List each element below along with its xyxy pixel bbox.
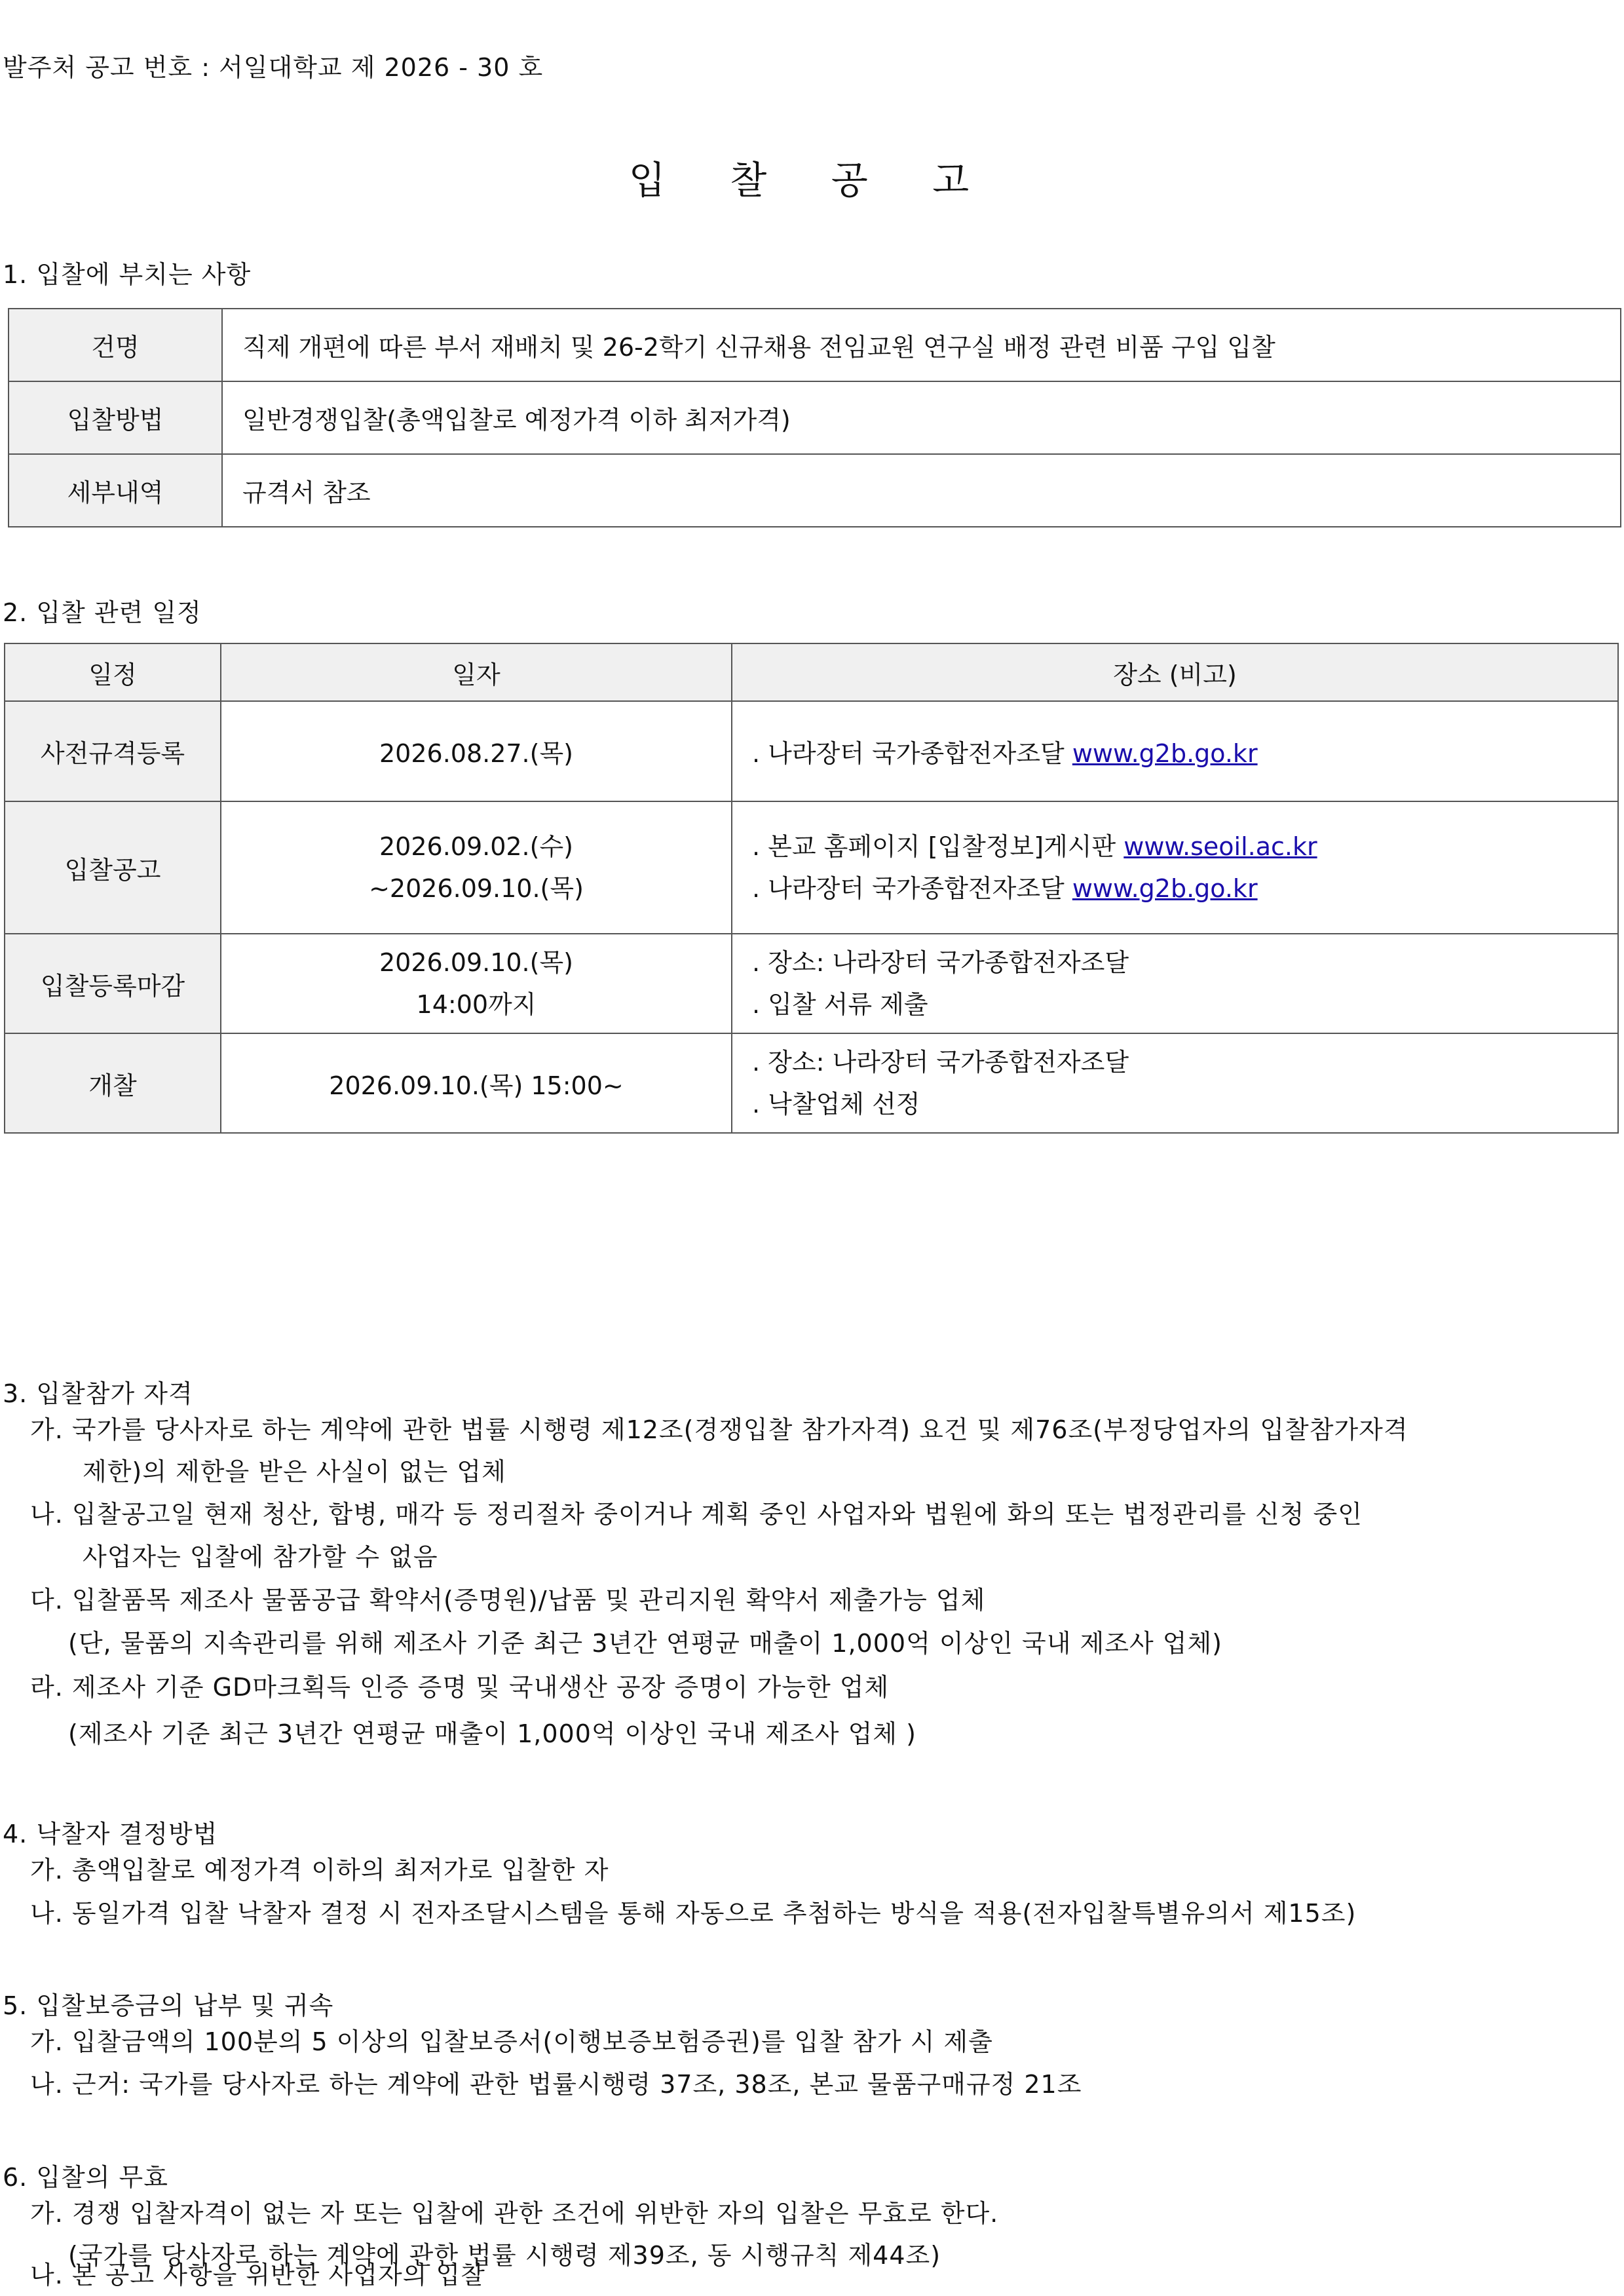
row-value-details: 규격서 참조 — [222, 454, 1621, 527]
column-header-date: 일자 — [221, 643, 732, 701]
section-2-heading: 2. 입찰 관련 일정 — [3, 598, 202, 627]
column-header-place: 장소 (비고) — [732, 643, 1618, 701]
list-item: 가. 입찰금액의 100분의 5 이상의 입찰보증서(이행보증보험증권)를 입찰 참가 시 제출 — [30, 2027, 993, 2056]
bid-subject-table — [8, 308, 1621, 527]
row-value-method: 일반경쟁입찰(총액입찰로 예정가격 이하 최저가격) — [222, 381, 1621, 454]
date-line-1: 2026.08.27.(목) — [379, 739, 573, 768]
date-line-2: 14:00까지 — [416, 990, 537, 1019]
section-1-heading: 1. 입찰에 부치는 사항 — [3, 260, 252, 289]
schedule-name: 입찰등록마감 — [5, 934, 221, 1033]
row-label-method: 입찰방법 — [9, 381, 222, 454]
table-row — [9, 309, 1621, 381]
table-header-row — [5, 643, 1618, 701]
list-item-note: (제조사 기준 최근 3년간 연평균 매출이 1,000억 이상인 국내 제조사 업체 ) — [68, 1719, 916, 1748]
list-item: 라. 제조사 기준 GD마크획득 인증 증명 및 국내생산 공장 증명이 가능한 업체 — [30, 1673, 890, 1702]
g2b-link[interactable]: www.g2b.go.kr — [1072, 739, 1258, 768]
schedule-note — [732, 701, 1618, 801]
note-line-2: . 나라장터 국가종합전자조달 — [752, 874, 1072, 903]
notice-number: 발주처 공고 번호 : 서일대학교 제 2026 - 30 호 — [3, 53, 544, 82]
list-item: 가. 총액입찰로 예정가격 이하의 최저가로 입찰한 자 — [30, 1856, 609, 1885]
schedule-date — [221, 934, 732, 1033]
list-item-continuation: 사업자는 입찰에 참가할 수 없음 — [83, 1542, 438, 1571]
column-header-schedule: 일정 — [5, 643, 221, 701]
list-item: 나. 동일가격 입찰 낙찰자 결정 시 전자조달시스템을 통해 자동으로 추첨하는 방식을 적용(전자입찰특별유의서 제15조) — [30, 1899, 1357, 1928]
date-line-1: 2026.09.02.(수) — [379, 832, 573, 861]
table-row — [5, 1033, 1618, 1133]
schedule-note — [732, 934, 1618, 1033]
section-5-heading: 5. 입찰보증금의 납부 및 귀속 — [3, 1991, 334, 2020]
note-line-1: . 장소: 나라장터 국가종합전자조달 — [752, 1048, 1129, 1077]
section-4-heading: 4. 낙찰자 결정방법 — [3, 1820, 218, 1848]
table-row — [9, 381, 1621, 454]
table-row — [5, 801, 1618, 934]
document-title: 입 찰 공 고 — [628, 158, 996, 202]
section-3-heading: 3. 입찰참가 자격 — [3, 1379, 193, 1408]
schedule-date — [221, 801, 732, 934]
schedule-date — [221, 1033, 732, 1133]
list-item-continuation: 제한)의 제한을 받은 사실이 없는 업체 — [83, 1457, 506, 1486]
g2b-link[interactable]: www.g2b.go.kr — [1072, 874, 1258, 903]
row-value-subject: 직제 개편에 따른 부서 재배치 및 26-2학기 신규채용 전임교원 연구실 배정 관련 비품 구입 입찰 — [222, 309, 1621, 381]
schedule-date — [221, 701, 732, 801]
list-item: 가. 국가를 당사자로 하는 계약에 관한 법률 시행령 제12조(경쟁입찰 참가자격) 요건 및 제76조(부정당업자의 입찰참가자격 — [30, 1415, 1408, 1444]
date-line-1: 2026.09.10.(목) 15:00~ — [329, 1071, 624, 1100]
date-line-2: ~2026.09.10.(목) — [369, 874, 584, 903]
list-item: 가. 경쟁 입찰자격이 없는 자 또는 입찰에 관한 조건에 위반한 자의 입찰은 무효로 한다. — [30, 2199, 999, 2228]
section-6-heading: 6. 입찰의 무효 — [3, 2163, 168, 2192]
table-row — [5, 701, 1618, 801]
list-item: 다. 입찰품목 제조사 물품공급 확약서(증명원)/납품 및 관리지원 확약서 제출가능 업체 — [30, 1586, 986, 1615]
note-line-1: . 장소: 나라장터 국가종합전자조달 — [752, 948, 1129, 977]
row-label-subject: 건명 — [9, 309, 222, 381]
list-item: 나. 입찰공고일 현재 청산, 합병, 매각 등 정리절차 중이거나 계획 중인 사업자와 법원에 화의 또는 법정관리를 신청 중인 — [30, 1500, 1363, 1529]
seoil-link[interactable]: www.seoil.ac.kr — [1124, 832, 1317, 861]
list-item: 나. 본 공고 사항을 위반한 사업자의 입찰 — [30, 2261, 485, 2289]
note-line-2: . 입찰 서류 제출 — [752, 990, 928, 1019]
schedule-note — [732, 801, 1618, 934]
table-row — [5, 934, 1618, 1033]
note-line-2: . 낙찰업체 선정 — [752, 1090, 920, 1119]
row-label-details: 세부내역 — [9, 454, 222, 527]
schedule-note — [732, 1033, 1618, 1133]
schedule-name: 개찰 — [5, 1033, 221, 1133]
list-item: 나. 근거: 국가를 당사자로 하는 계약에 관한 법률시행령 37조, 38조, 본교 물품구매규정 21조 — [30, 2070, 1082, 2099]
schedule-table — [4, 643, 1619, 1134]
schedule-name: 입찰공고 — [5, 801, 221, 934]
list-item-note: (국가를 당사자로 하는 계약에 관한 법률 시행령 제39조, 동 시행규칙 제44조) — [68, 2241, 941, 2270]
note-line-1: . 본교 홈페이지 [입찰정보]게시판 — [752, 832, 1124, 861]
note-line-1: . 나라장터 국가종합전자조달 — [752, 739, 1072, 768]
list-item-note: (단, 물품의 지속관리를 위해 제조사 기준 최근 3년간 연평균 매출이 1,000억 이상인 국내 제조사 업체) — [68, 1629, 1222, 1658]
schedule-name: 사전규격등록 — [5, 701, 221, 801]
date-line-1: 2026.09.10.(목) — [379, 948, 573, 977]
table-row — [9, 454, 1621, 527]
